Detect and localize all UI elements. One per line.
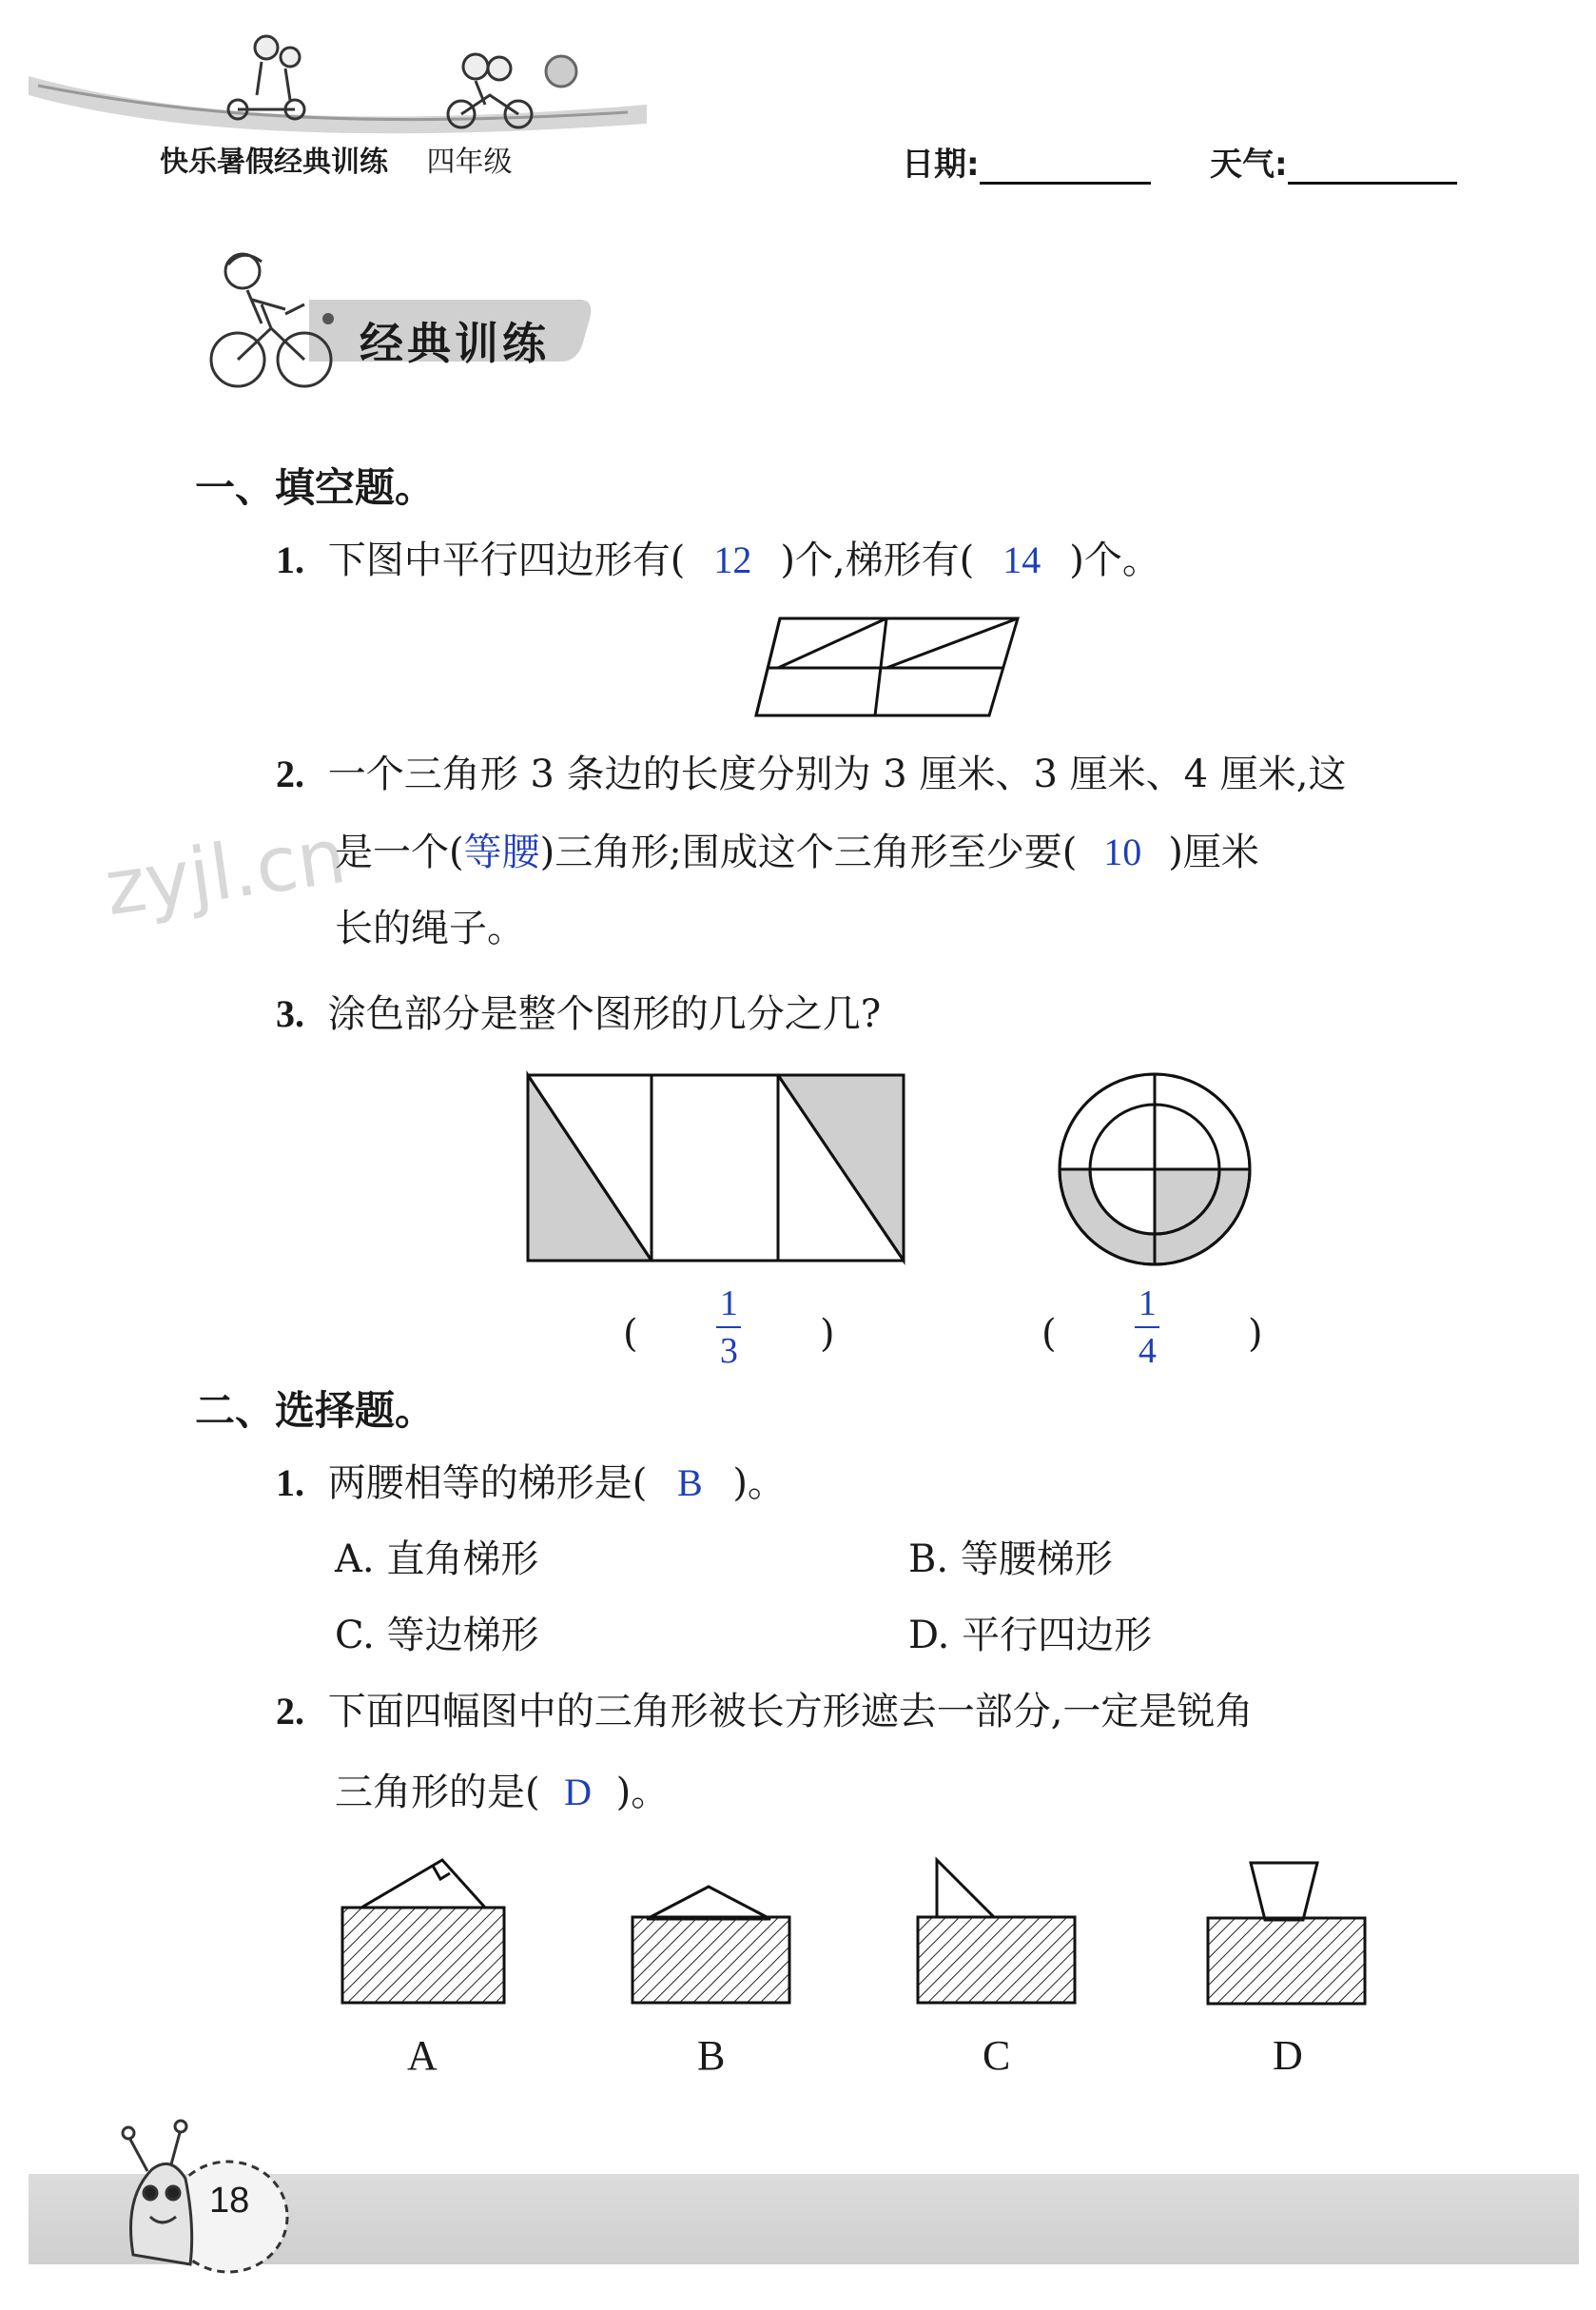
s1-question-2-line3: 长的绳子。 [335, 907, 525, 950]
page-number: 18 [209, 2181, 250, 2221]
section2-heading: 二、选择题。 [195, 1387, 436, 1434]
s1-question-3: 3. 涂色部分是整个图形的几分之几? [276, 992, 882, 1036]
option-b-figure [628, 1879, 794, 2007]
section1-heading: 一、填空题。 [195, 464, 436, 511]
s1-q2-answer-2: 10 [1103, 831, 1142, 873]
s2-question-2-line2: 三角形的是( D )。 [335, 1771, 670, 1814]
weather-label: 天气: [1210, 146, 1288, 184]
s1-question-1: 1. 下图中平行四边形有( 12 )个,梯形有( 14 )个。 [276, 538, 1160, 582]
date-blank [980, 147, 1151, 185]
s1-q3-answer-1: ( $\frac{1}{3}$ ) [623, 1283, 835, 1371]
s2-q1-answer: B [676, 1461, 703, 1504]
s2-question-2: 2. 下面四幅图中的三角形被长方形遮去一部分,一定是锐角 [276, 1690, 1254, 1733]
s2-q1-option-d: D. 平行四边形 [908, 1614, 1153, 1657]
option-d-label: D [1273, 2032, 1303, 2079]
s2-q1-option-c: C. 等边梯形 [335, 1614, 539, 1657]
option-a-label: A [407, 2032, 438, 2079]
shaded-rectangle-figure [523, 1070, 908, 1265]
book-title: 快乐暑假经典训练 四年级 [160, 146, 513, 179]
s1-q3-answer-2: ( $\frac{1}{4}$ ) [1041, 1283, 1263, 1371]
fraction-one-third: $\frac{1}{3}$ [716, 1284, 741, 1370]
option-c-figure [913, 1855, 1080, 2007]
fraction-one-quarter: $\frac{1}{4}$ [1135, 1284, 1159, 1370]
s1-q2-answer-1: 等腰 [463, 831, 540, 874]
s2-q2-answer: D [564, 1771, 593, 1813]
option-d-figure [1203, 1855, 1370, 2007]
weather-field [1210, 138, 1457, 185]
header-decoration [19, 19, 666, 143]
banner-title: 经典训练 [360, 318, 550, 369]
watermark: zyjl.cn [99, 811, 352, 933]
snail-mascot-icon [95, 2112, 304, 2283]
option-a-figure [338, 1850, 509, 2007]
s2-q1-option-a: A. 直角梯形 [335, 1537, 539, 1581]
parallelogram-grid-figure [751, 611, 1027, 725]
s1-q1-answer-1: 12 [713, 538, 752, 581]
weather-blank [1288, 147, 1457, 185]
date-field [902, 138, 1151, 185]
s1-question-2: 2. 一个三角形 3 条边的长度分别为 3 厘米、3 厘米、4 厘米,这 [276, 753, 1347, 796]
date-label: 日期: [902, 146, 980, 184]
option-b-label: B [697, 2032, 726, 2079]
grade-label: 四年级 [426, 146, 513, 179]
kids-on-scooter-icon [228, 36, 304, 119]
shaded-ring-figure [1056, 1070, 1254, 1268]
s2-q1-option-b: B. 等腰梯形 [908, 1537, 1113, 1581]
s1-q1-answer-2: 14 [1002, 538, 1041, 581]
s1-question-2-line2: 是一个(等腰)三角形;围成这个三角形至少要( 10 )厘米 [335, 831, 1259, 874]
option-c-label: C [983, 2032, 1011, 2079]
s2-question-1: 1. 两腰相等的梯形是( B )。 [276, 1461, 786, 1505]
